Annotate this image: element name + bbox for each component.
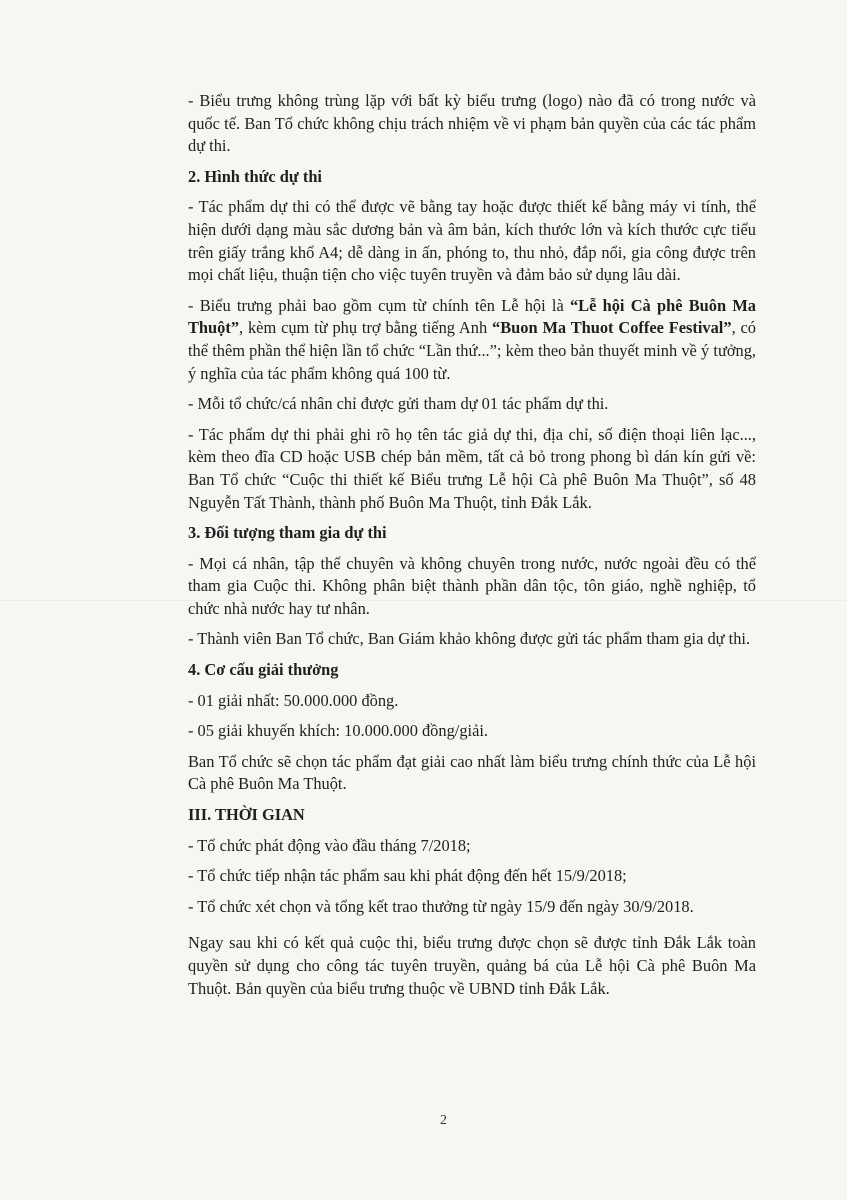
paragraph (188, 932, 756, 1000)
paragraph (188, 896, 756, 919)
section-heading: 4. Cơ cấu giải thưởng (188, 660, 339, 680)
page-number: 2 (440, 1113, 447, 1128)
paragraph-text: , có thể thêm phần thể hiện lần tổ chức “Lần thứ...”; kèm theo bản thuyết minh về ý tưởng, ý nghĩa của tác phẩm không quá 100 từ. (188, 318, 756, 383)
paragraph-text: - Tác phẩm dự thi có thể được vẽ bằng tay hoặc được thiết kế bằng máy vi tính, thể hiện dưới dạng màu sắc dương bản và âm bản, kích thước lớn và kích thước cực tiểu trên giấy trắng khổ A4; dễ dàng in ấn, phóng to, thu nhỏ, đắp nổi, gia công được trên mọi chất liệu, thuận tiện cho việc tuyên truyền và đảm bảo sử dụng lâu dài. (188, 197, 756, 285)
paragraph (188, 90, 756, 158)
festival-name-vi: “Lễ hội Cà phê Buôn Ma Thuột” (188, 295, 756, 338)
festival-name-en: “Buon Ma Thuot Coffee Festival” (492, 318, 732, 338)
section-heading: 2. Hình thức dự thi (188, 166, 322, 186)
paragraph (188, 196, 756, 286)
paragraph (188, 424, 756, 514)
document-body (188, 90, 756, 1000)
paragraph-text: - Tổ chức tiếp nhận tác phẩm sau khi phát động đến hết 15/9/2018; (188, 866, 627, 886)
section-heading: III. THỜI GIAN (188, 805, 305, 825)
paragraph-text: - Tổ chức phát động vào đầu tháng 7/2018; (188, 835, 471, 855)
section-heading: 3. Đối tượng tham gia dự thi (188, 523, 387, 543)
paragraph-text: - 01 giải nhất: 50.000.000 đồng. (188, 690, 399, 710)
paragraph-text: - 05 giải khuyến khích: 10.000.000 đồng/giải. (188, 721, 489, 741)
paragraph-text: - Biểu trưng phải bao gồm cụm từ chính tên Lễ hội là (188, 295, 570, 315)
paragraph-text: - Tác phẩm dự thi phải ghi rõ họ tên tác giả dự thi, địa chỉ, số điện thoại liên lạc..., kèm theo đĩa CD hoặc USB chép bản mềm, tất cả bỏ trong phong bì dán kín gửi về: Ban Tổ chức “Cuộc thi thiết kế Biểu trưng Lễ hội Cà phê Buôn Ma Thuột”, số 48 Nguyễn Tất Thành, thành phố Buôn Ma Thuột, tỉnh Đắk Lắk. (188, 424, 756, 512)
paragraph-text: Ban Tổ chức sẽ chọn tác phẩm đạt giải cao nhất làm biểu trưng chính thức của Lễ hội Cà phê Buôn Ma Thuột. (188, 751, 756, 794)
paragraph (188, 393, 756, 416)
paragraph-text: , kèm cụm từ phụ trợ bằng tiếng Anh (239, 318, 493, 338)
paragraph-text: - Tổ chức xét chọn và tổng kết trao thưởng từ ngày 15/9 đến ngày 30/9/2018. (188, 896, 694, 916)
paragraph (188, 690, 756, 713)
paragraph-text: - Mỗi tổ chức/cá nhân chỉ được gửi tham dự 01 tác phẩm dự thi. (188, 394, 609, 414)
paragraph-text: - Mọi cá nhân, tập thể chuyên và không chuyên trong nước, nước ngoài đều có thể tham gia Cuộc thi. Không phân biệt thành phần dân tộc, tôn giáo, nghề nghiệp, tổ chức nhà nước hay tư nhân. (188, 553, 756, 618)
paragraph-mixed (188, 295, 756, 385)
paragraph-text: Ngay sau khi có kết quả cuộc thi, biểu trưng được chọn sẽ được tỉnh Đắk Lắk toàn quyền sử dụng cho công tác tuyên truyền, quảng bá của Lễ hội Cà phê Buôn Ma Thuột. Bản quyền của biểu trưng thuộc về UBND tỉnh Đắk Lắk. (188, 933, 756, 998)
paragraph (188, 865, 756, 888)
paragraph (188, 835, 756, 858)
paragraph (188, 553, 756, 621)
paragraph (188, 751, 756, 796)
paragraph (188, 720, 756, 743)
paragraph (188, 628, 756, 651)
paragraph-text: - Biểu trưng không trùng lặp với bất kỳ biểu trưng (logo) nào đã có trong nước và quốc tế. Ban Tổ chức không chịu trách nhiệm về vi phạm bản quyền của các tác phẩm dự thi. (188, 91, 756, 156)
paragraph-text: - Thành viên Ban Tổ chức, Ban Giám khảo không được gửi tác phẩm tham gia dự thi. (188, 629, 751, 649)
